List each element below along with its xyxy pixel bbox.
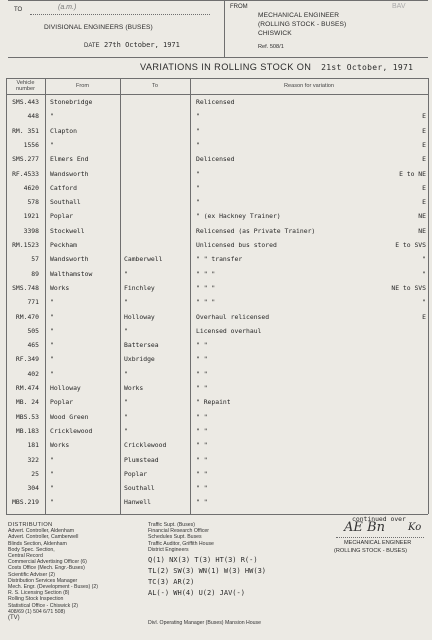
to-cell: Works [124, 384, 144, 392]
vehicle-cell: 181 [27, 441, 39, 450]
col-header-vehicle [6, 80, 45, 92]
from-cell: Wandsworth [50, 169, 89, 178]
district-count-line: TC(3) AR(2) [148, 578, 195, 586]
vehicle-cell: SMS.748 [12, 283, 39, 292]
reason-cell: Delicensed [196, 155, 235, 164]
vehicle-cell: 4620 [23, 183, 39, 192]
district-count-line: AL(-) WH(4) U(2) JAV(-) [148, 589, 245, 597]
code-cell: NE [418, 226, 426, 235]
reason-cell: " " [196, 498, 208, 507]
distribution-item: Financial Research Officer [148, 528, 210, 535]
vehicle-cell: 89 [31, 269, 39, 278]
to-cell: Holloway [124, 312, 155, 321]
to-cell: Camberwell [124, 255, 163, 264]
reason-cell: Relicensed [196, 98, 235, 106]
code-cell: E [422, 126, 426, 135]
from-cell: " [50, 140, 54, 149]
distribution-item: Body Spec. Section, [8, 546, 55, 553]
reason-cell: " " [196, 412, 208, 421]
from-line2: (ROLLING STOCK - BUSES) [258, 21, 347, 28]
reason-cell: " " [196, 426, 208, 435]
to-cell: Southall [124, 484, 155, 493]
to-cell: Plumstead [124, 455, 159, 464]
from-cell: " [50, 455, 54, 464]
from-label: FROM [230, 4, 248, 10]
distribution-item: District Engineers [148, 546, 189, 553]
vehicle-cell: 578 [27, 198, 39, 207]
title-prefix: VARIATIONS IN ROLLING STOCK ON [140, 62, 312, 72]
code-cell: E [422, 112, 426, 121]
vehicle-cell: RM.1523 [12, 241, 39, 249]
vehicle-cell: 322 [27, 455, 39, 464]
vehicle-cell: MBS.219 [12, 498, 39, 507]
reason-cell: " " [196, 369, 208, 378]
table-top-rule [6, 78, 428, 79]
distribution-col1 [8, 522, 98, 621]
distribution-item: Distribution Services Manager [8, 577, 78, 584]
table-header-rule [6, 94, 428, 95]
col-header-vehicle-line1: Vehicle [16, 80, 35, 86]
to-value: DIVISIONAL ENGINEERS (BUSES) [44, 24, 153, 31]
date-value: 27th October, 1971 [104, 41, 180, 49]
reason-cell: Unlicensed bus stored [196, 241, 277, 249]
vehicle-cell: RM.474 [15, 384, 39, 392]
distribution-item: Statistical Office - Chiswick (2) [8, 602, 78, 609]
distribution-item: Rolling Stock Inspection [8, 596, 64, 603]
code-cell: E [422, 140, 426, 149]
reason-cell: " " [196, 355, 208, 364]
code-cell: E to NE [399, 169, 426, 178]
from-cell: Peckham [50, 241, 77, 249]
from-line3: CHISWICK [258, 30, 292, 37]
signature-line [336, 537, 424, 538]
code-cell: E [422, 183, 426, 192]
from-line1: MECHANICAL ENGINEER [258, 12, 340, 19]
from-cell: " [50, 469, 54, 478]
reason-cell: " " transfer [196, 255, 243, 264]
header-bottom-rule [8, 57, 428, 58]
from-cell: Clapton [50, 126, 77, 135]
from-cell: Cricklewood [50, 426, 93, 435]
reason-cell: Relicensed (as Private Trainer) [196, 226, 316, 235]
to-cell: " [124, 326, 128, 335]
col-header-reason: Reason for variation [283, 83, 335, 89]
from-cell: " [50, 369, 54, 378]
distribution-item: Advert. Controller, Camberwell [8, 534, 79, 541]
code-cell: E [422, 312, 426, 321]
col-header-to: To [152, 83, 158, 89]
from-cell: Catford [50, 183, 77, 192]
to-cell: Hanwell [124, 498, 151, 507]
distribution-item: Costs Office (Mech. Engr.-Buses) [8, 565, 85, 572]
from-cell: Wandsworth [50, 255, 89, 264]
continued-note: continued over [352, 515, 406, 523]
to-cell: Cricklewood [124, 441, 167, 450]
distribution-note: (TV) [8, 615, 20, 622]
header-divider [224, 0, 225, 57]
reason-cell: " [196, 126, 200, 135]
to-cell: " [124, 369, 128, 378]
distribution-item: Advert. Controller, Aldenham [8, 528, 75, 535]
from-cell: Wood Green [50, 412, 89, 421]
from-cell: " [50, 341, 54, 350]
reason-cell: " " [196, 484, 208, 493]
vehicle-cell: 771 [27, 298, 39, 307]
to-cell: Finchley [124, 283, 155, 292]
reason-cell: " [196, 169, 200, 178]
to-cell: " [124, 426, 128, 435]
distribution-item: Blinds Section, Aldenham [8, 540, 67, 547]
to-cell: " [124, 412, 128, 421]
reason-cell: " " " [196, 283, 216, 292]
vehicle-cell: 465 [27, 341, 39, 350]
from-cell: Works [50, 283, 70, 292]
to-cell: " [124, 398, 128, 407]
distribution-footer: Divl. Operating Manager (Buses) Mansion House [148, 620, 262, 626]
vehicle-cell: MBS.53 [15, 412, 39, 421]
vehicle-cell: 1556 [23, 140, 39, 149]
from-cell: Holloway [50, 384, 81, 392]
to-cell: " [124, 269, 128, 278]
signature-title-1: MECHANICAL ENGINEER [344, 540, 412, 546]
distribution-heading: DISTRIBUTION [8, 522, 53, 528]
from-cell: Stockwell [50, 226, 85, 235]
date-label: DATE [84, 43, 100, 49]
from-cell: Walthamstow [50, 269, 93, 278]
distribution-item: Central Record [8, 553, 43, 560]
document-title [140, 62, 413, 73]
vehicle-cell: 304 [27, 484, 39, 493]
to-cell: Uxbridge [124, 355, 155, 364]
reference: Ref. 508/1 [258, 44, 284, 50]
code-cell: NE to SVS [391, 283, 426, 292]
distribution-item: Scientific Adviser (2) [8, 571, 55, 578]
reason-cell: " " [196, 341, 208, 350]
to-handwritten: (a.m.) [58, 4, 77, 11]
from-cell: " [50, 312, 54, 321]
distribution-item: Mech. Engr. (Development - Buses) (2) [8, 584, 98, 591]
vehicle-cell: RM. 351 [12, 126, 39, 135]
district-count-line: TL(2) SW(3) WN(1) W(3) HW(3) [148, 567, 267, 575]
vehicle-cell: 448 [27, 112, 39, 121]
reason-cell: " [196, 183, 200, 192]
vehicle-cell: 57 [31, 255, 39, 264]
code-cell: NE [418, 212, 426, 221]
from-cell: Stonebridge [50, 98, 93, 106]
signature-title-2: (ROLLING STOCK - BUSES) [334, 548, 407, 554]
reason-cell: Licensed overhaul [196, 326, 262, 335]
vehicle-cell: SMS.277 [12, 155, 39, 164]
code-cell: " [422, 269, 426, 278]
from-cell: " [50, 498, 54, 507]
distribution-item: Schedules Supt. Buses [148, 534, 202, 541]
district-count-line: Q(1) NX(3) T(3) HT(3) R(-) [148, 556, 258, 564]
from-cell: " [50, 298, 54, 307]
from-cell: " [50, 355, 54, 364]
header-top-rule [8, 0, 428, 1]
distribution-col2 [148, 522, 214, 553]
code-cell: " [422, 255, 426, 264]
distribution-item: 408/69 (1) 504 6/71 508) [8, 608, 66, 615]
reason-cell: " [196, 112, 200, 121]
distribution-item: Commercial Advertising Officer (6) [8, 559, 87, 566]
vehicle-cell: RF.349 [15, 355, 39, 364]
corner-stamp: BAV [392, 3, 406, 10]
distribution-item: Traffic Supt. (Buses) [148, 522, 195, 528]
vehicle-cell: 1921 [23, 212, 39, 221]
vehicle-cell: 402 [27, 369, 39, 378]
to-label: TO [14, 7, 23, 13]
col-header-vehicle-line2: number [16, 86, 35, 92]
to-cell: Battersea [124, 341, 159, 350]
code-cell: " [422, 298, 426, 307]
col-header-from: From [75, 83, 90, 89]
reason-cell: " (ex Hackney Trainer) [196, 212, 281, 221]
vehicle-cell: 505 [27, 326, 39, 335]
reason-cell: " " " [196, 298, 216, 307]
to-dotted-line [30, 14, 210, 15]
reason-cell: " " [196, 455, 208, 464]
from-cell: Poplar [50, 212, 74, 221]
reason-cell: " [196, 198, 200, 207]
vehicle-cell: RM.470 [15, 312, 39, 321]
reason-cell: " " " [196, 269, 216, 278]
from-cell: Works [50, 441, 70, 450]
code-cell: E [422, 198, 426, 207]
district-counts [148, 555, 266, 599]
to-cell: Poplar [124, 469, 148, 478]
distribution-list-2 [148, 522, 214, 553]
reason-cell: " " [196, 441, 208, 450]
to-cell: " [124, 298, 128, 307]
vehicle-cell: RF.4533 [12, 169, 39, 178]
reason-cell: " [196, 140, 200, 149]
vehicle-cell: SMS.443 [12, 98, 39, 106]
signature-initial: Ko [408, 522, 422, 533]
table-row [0, 497, 432, 515]
code-cell: E to SVS [395, 241, 426, 249]
distribution-item: Traffic Auditor, Griffith House [148, 540, 214, 547]
reason-cell: " " [196, 469, 208, 478]
from-cell: Elmers End [50, 155, 89, 164]
distribution-list-1 [8, 528, 98, 615]
vehicle-cell: 25 [31, 469, 39, 478]
distribution-item: R. S. Licensing Section (8) [8, 590, 70, 597]
vehicle-cell: MB.183 [15, 426, 39, 435]
from-cell: Southall [50, 198, 81, 207]
signature-scrawl: AE Bn [344, 520, 385, 535]
from-cell: " [50, 326, 54, 335]
vehicle-cell: MB. 24 [15, 398, 39, 407]
reason-cell: Overhaul relicensed [196, 312, 270, 321]
title-date: 21st October, 1971 [321, 63, 414, 72]
from-cell: " [50, 112, 54, 121]
from-cell: " [50, 484, 54, 493]
from-cell: Poplar [50, 398, 74, 407]
reason-cell: " Repaint [196, 398, 231, 407]
reason-cell: " " [196, 384, 208, 392]
vehicle-cell: 3398 [23, 226, 39, 235]
code-cell: E [422, 155, 426, 164]
